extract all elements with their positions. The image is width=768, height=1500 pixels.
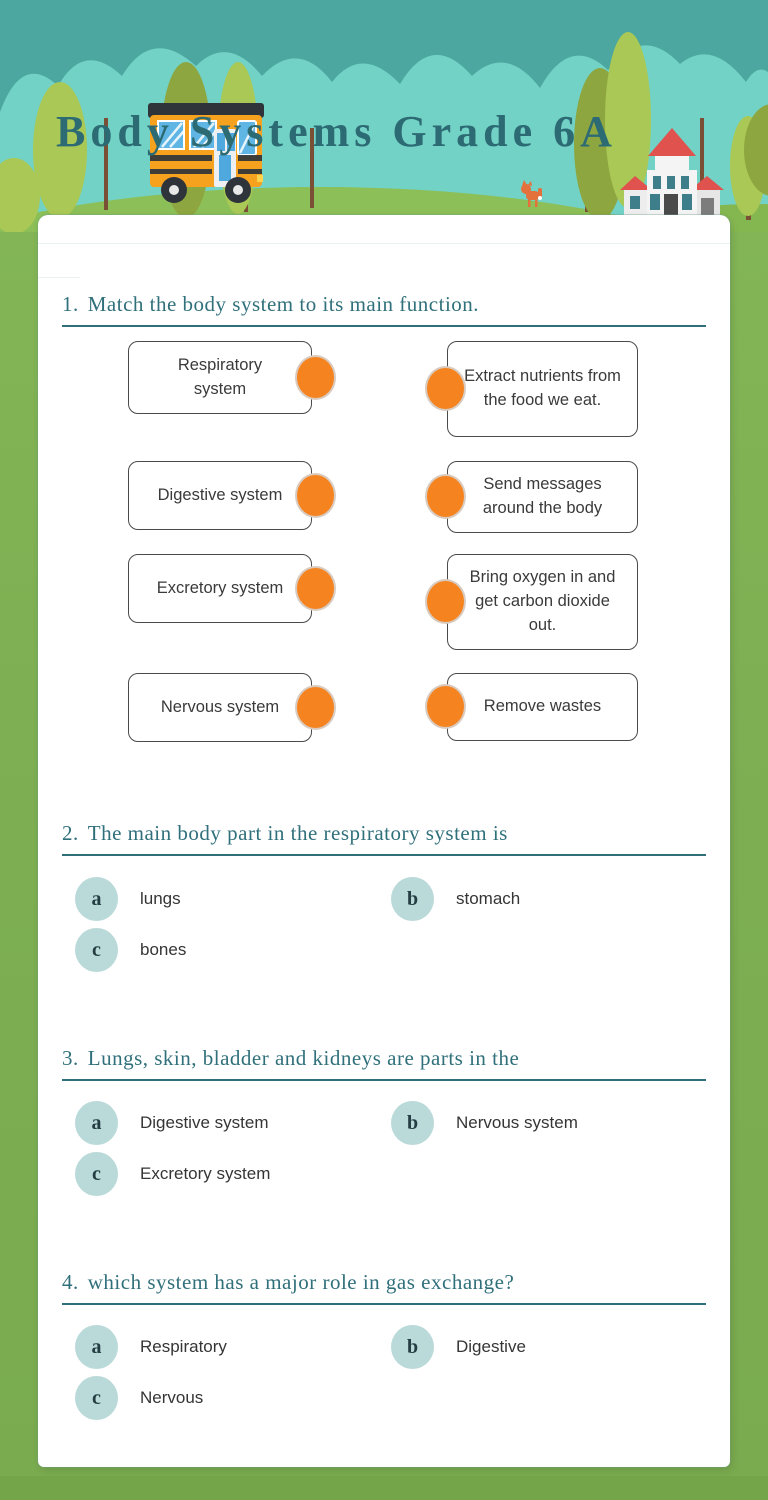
option-label[interactable]: Respiratory xyxy=(140,1337,227,1356)
match-left-item[interactable] xyxy=(128,554,312,623)
question-2-prompt: The main body part in the respiratory system is xyxy=(87,821,508,845)
option-label[interactable]: bones xyxy=(140,940,187,959)
question-3-number: 3. xyxy=(62,1046,79,1070)
question-4-heading xyxy=(62,1261,706,1305)
match-left-label: Nervous system xyxy=(160,697,280,716)
question-3-heading xyxy=(62,1037,706,1081)
match-connector-left[interactable] xyxy=(295,685,336,730)
match-left-item[interactable] xyxy=(128,461,312,530)
match-connector-right[interactable] xyxy=(425,684,466,729)
option-label[interactable]: Digestive system xyxy=(140,1113,269,1132)
option-2b[interactable] xyxy=(391,877,520,921)
option-letter-circle[interactable]: b xyxy=(391,877,434,921)
option-letter-circle[interactable]: a xyxy=(75,1101,118,1145)
option-3a[interactable] xyxy=(75,1101,268,1145)
match-left-item[interactable] xyxy=(128,673,312,742)
worksheet-card xyxy=(38,215,730,1467)
match-connector-left[interactable] xyxy=(295,355,336,400)
option-label[interactable]: lungs xyxy=(140,889,181,908)
option-letter-circle[interactable]: b xyxy=(391,1325,434,1369)
question-4-number: 4. xyxy=(62,1270,79,1294)
option-letter-circle[interactable]: a xyxy=(75,1325,118,1369)
option-letter-circle[interactable]: a xyxy=(75,877,118,921)
match-left-label: Excretory system xyxy=(156,578,284,597)
question-2-heading xyxy=(62,813,706,856)
match-left-label: Digestive system xyxy=(157,485,283,504)
match-right-item[interactable] xyxy=(447,554,638,650)
option-label[interactable]: Digestive xyxy=(456,1337,526,1356)
match-connector-left[interactable] xyxy=(295,473,336,518)
match-right-label: Bring oxygen in and get carbon dioxide out. xyxy=(469,568,616,634)
option-label[interactable]: Nervous system xyxy=(456,1113,578,1132)
option-2c[interactable] xyxy=(75,928,186,972)
option-3c[interactable] xyxy=(75,1152,270,1196)
question-2-number: 2. xyxy=(62,821,79,845)
question-4-prompt: which system has a major role in gas exchange? xyxy=(87,1270,515,1294)
question-1-heading xyxy=(62,285,706,327)
option-label[interactable]: Nervous xyxy=(140,1388,204,1407)
option-letter-circle[interactable]: c xyxy=(75,1376,118,1420)
match-right-label: Extract nutrients from the food we eat. xyxy=(464,367,621,409)
match-connector-right[interactable] xyxy=(425,474,466,519)
option-4b[interactable] xyxy=(391,1325,526,1369)
card-rule xyxy=(38,243,730,244)
match-left-item[interactable] xyxy=(128,341,312,414)
question-1-prompt: Match the body system to its main function. xyxy=(87,292,480,316)
match-right-item[interactable] xyxy=(447,341,638,437)
option-label[interactable]: stomach xyxy=(456,889,521,908)
match-connector-left[interactable] xyxy=(295,566,336,611)
option-3b[interactable] xyxy=(391,1101,578,1145)
question-3-prompt: Lungs, skin, bladder and kidneys are parts in the xyxy=(87,1046,520,1070)
match-right-label: Remove wastes xyxy=(483,697,602,716)
option-letter-circle[interactable]: c xyxy=(75,928,118,972)
match-right-label: Send messages around the body xyxy=(482,475,603,517)
page-title: Body Systems Grade 6A xyxy=(56,107,617,156)
match-right-item[interactable] xyxy=(447,673,638,741)
match-left-label: Respiratory system xyxy=(177,355,263,398)
match-connector-right[interactable] xyxy=(425,366,466,411)
option-2a[interactable] xyxy=(75,877,181,921)
match-right-item[interactable] xyxy=(447,461,638,533)
option-4c[interactable] xyxy=(75,1376,203,1420)
question-1-number: 1. xyxy=(62,292,79,316)
bottom-grass-strip xyxy=(0,1476,768,1500)
match-connector-right[interactable] xyxy=(425,579,466,624)
option-letter-circle[interactable]: b xyxy=(391,1101,434,1145)
option-label[interactable]: Excretory system xyxy=(140,1164,271,1183)
option-4a[interactable] xyxy=(75,1325,227,1369)
option-letter-circle[interactable]: c xyxy=(75,1152,118,1196)
card-rule-short xyxy=(38,277,80,278)
